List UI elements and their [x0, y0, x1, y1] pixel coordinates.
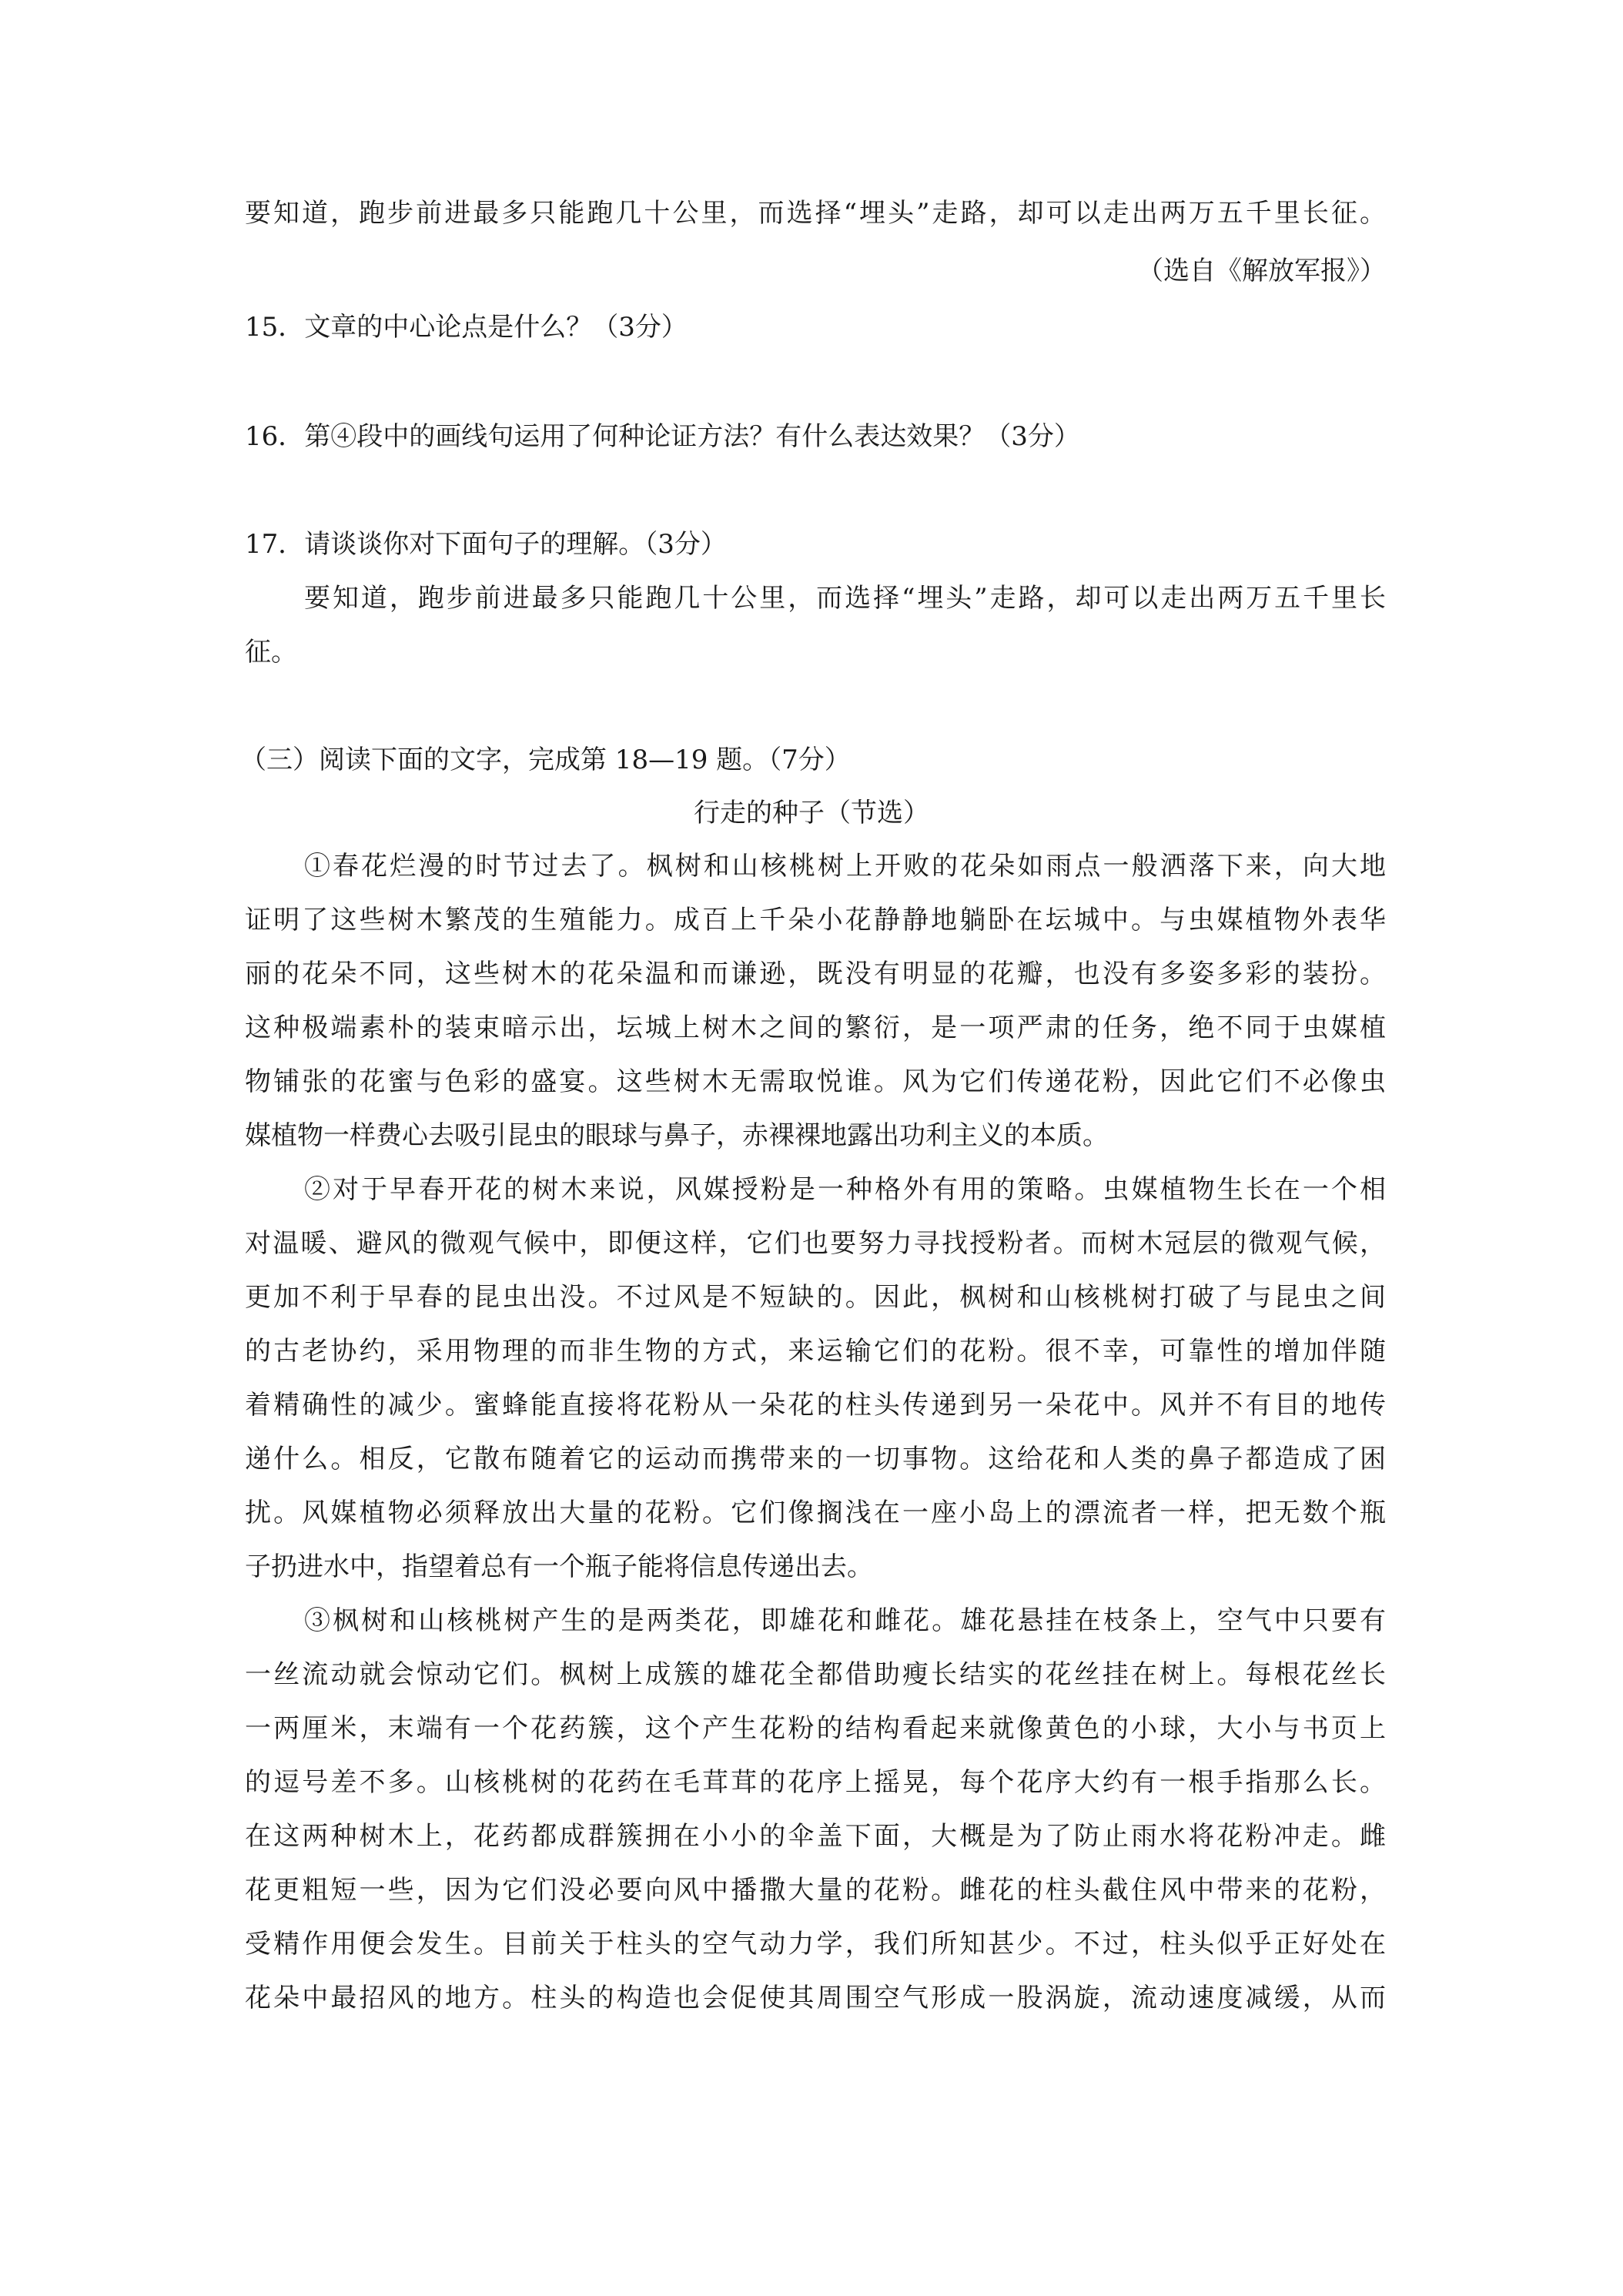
p1-line: ①春花烂漫的时节过去了。枫树和山核桃树上开败的花朵如雨点一般洒落下来，向大地: [304, 851, 1386, 882]
p2-line: 递什么。相反，它散布随着它的运动而携带来的一切事物。这给花和人类的鼻子都造成了困: [245, 1444, 1386, 1474]
p3-line: 花朵中最招风的地方。柱头的构造也会促使其周围空气形成一股涡旋，流动速度减缓，从而: [245, 1983, 1386, 2013]
p2-line: 更加不利于早春的昆虫出没。不过风是不短缺的。因此，枫树和山核桃树打破了与昆虫之间: [245, 1282, 1386, 1313]
p2-line: 扰。风媒植物必须释放出大量的花粉。它们像搁浅在一座小岛上的漂流者一样，把无数个瓶: [245, 1498, 1386, 1528]
p3-line: 的逗号差不多。山核桃树的花药在毛茸茸的花序上摇晃，每个花序大约有一根手指那么长。: [245, 1767, 1386, 1798]
p3-line: 一丝流动就会惊动它们。枫树上成簇的雄花全都借助瘦长结实的花丝挂在树上。每根花丝长: [245, 1659, 1386, 1690]
p1-line: 媒植物一样费心去吸引昆虫的眼球与鼻子，赤裸裸地露出功利主义的本质。: [245, 1120, 1109, 1151]
p2-line: 子扔进水中，指望着总有一个瓶子能将信息传递出去。: [245, 1551, 873, 1582]
p1-line: 证明了这些树木繁茂的生殖能力。成百上千朵小花静静地躺卧在坛城中。与虫媒植物外表华: [245, 905, 1386, 935]
p3-line: 在这两种树木上，花药都成群簇拥在小小的伞盖下面，大概是为了防止雨水将花粉冲走。雌: [245, 1821, 1386, 1852]
p3-line: 一两厘米，末端有一个花药簇，这个产生花粉的结构看起来就像黄色的小球，大小与书页上: [245, 1713, 1386, 1744]
p2-line: ②对于早春开花的树木来说，风媒授粉是一种格外有用的策略。虫媒植物生长在一个相: [304, 1174, 1386, 1205]
passage-title: 行走的种子（节选）: [694, 798, 929, 828]
question-17-quote-line-1: 要知道，跑步前进最多只能跑几十公里，而选择“埋头”走路，却可以走出两万五千里长: [304, 583, 1386, 614]
passage-closing-line: 要知道，跑步前进最多只能跑几十公里，而选择“埋头”走路，却可以走出两万五千里长征。: [245, 198, 1386, 229]
question-15: 15．文章的中心论点是什么？（3分）: [245, 312, 688, 343]
p1-line: 丽的花朵不同，这些树木的花朵温和而谦逊，既没有明显的花瓣，也没有多姿多彩的装扮。: [245, 959, 1386, 989]
question-17: 17．请谈谈你对下面句子的理解。（3分）: [245, 529, 727, 560]
section-3-instruction: （三）阅读下面的文字，完成第 18—19 题。（7分）: [240, 745, 851, 775]
p1-line: 这种极端素朴的装束暗示出，坛城上树木之间的繁衍，是一项严肃的任务，绝不同于虫媒植: [245, 1012, 1386, 1043]
p3-line: ③枫树和山核桃树产生的是两类花，即雄花和雌花。雄花悬挂在枝条上，空气中只要有: [304, 1605, 1386, 1636]
passage-source: （选自《解放军报》）: [1137, 256, 1386, 286]
p3-line: 受精作用便会发生。目前关于柱头的空气动力学，我们所知甚少。不过，柱头似乎正好处在: [245, 1929, 1386, 1960]
p3-line: 花更粗短一些，因为它们没必要向风中播撒大量的花粉。雌花的柱头截住风中带来的花粉，: [245, 1875, 1386, 1906]
p2-line: 的古老协约，采用物理的而非生物的方式，来运输它们的花粉。很不幸，可靠性的增加伴随: [245, 1336, 1386, 1367]
p2-line: 着精确性的减少。蜜蜂能直接将花粉从一朵花的柱头传递到另一朵花中。风并不有目的地传: [245, 1390, 1386, 1421]
question-16: 16．第④段中的画线句运用了何种论证方法？有什么表达效果？（3分）: [245, 421, 1080, 452]
question-17-quote-line-2: 征。: [245, 637, 297, 668]
p2-line: 对温暖、避风的微观气候中，即便这样，它们也要努力寻找授粉者。而树木冠层的微观气候，: [245, 1228, 1386, 1259]
p1-line: 物铺张的花蜜与色彩的盛宴。这些树木无需取悦谁。风为它们传递花粉，因此它们不必像虫: [245, 1066, 1386, 1097]
